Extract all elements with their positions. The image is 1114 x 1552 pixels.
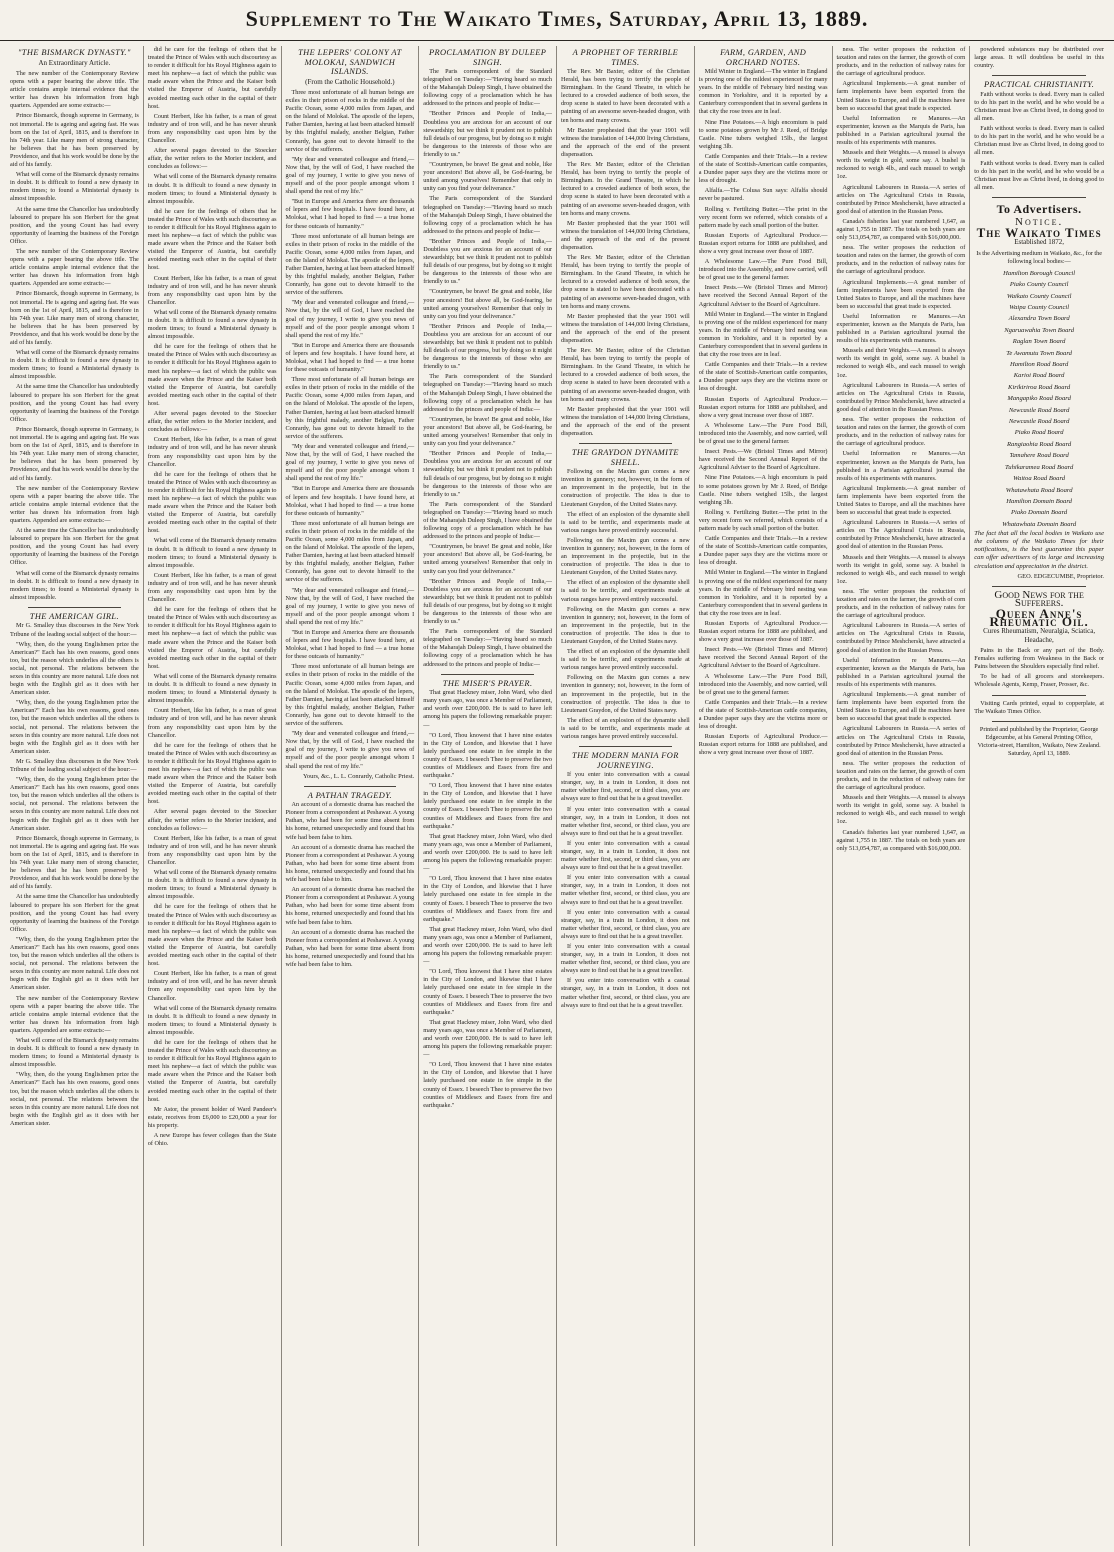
article-paragraph: If you enter into conversation with a casual stranger, say, in a train in London, it does not matter whether first, second, or third class, you are always sure to find out that he is a great traveller. <box>561 943 690 975</box>
divider <box>992 197 1086 198</box>
article-paragraph: "My dear and venerated colleague and friend,—Now that, by the will of God, I have reached the goal of my journey, I write to give you news of myself and of the poor people amongst whom I shall spend the rest of my life." <box>285 155 415 196</box>
article-paragraph: A Wholesome Law.—The Pure Food Bill, introduced into the Assembly, and now carried, will be of great use to the general farmer. <box>698 672 828 696</box>
article-paragraph: What will come of the Bismarck dynasty remains in doubt. It is difficult to found a new dynasty in modern times; to found a Ministerial dynasty is almost impossible. <box>147 173 277 205</box>
article-paragraph: Agricultural Labourers in Russia.—A series of articles on The Agricultural Crisis in Russia, contributed by Prince Meshcherski, have attracted a good deal of attention in the Russian Press. <box>836 519 966 551</box>
article-paragraph: Count Herbert, like his father, is a man of great industry and of iron will, and he has never shrunk from any responsibility cast upon him by the Chancellor. <box>147 571 277 604</box>
article-paragraph: "Countrymen, be brave! Be great and noble, like your ancestors! But above all, be God-fearing, be united among yourselves! Remember that only in unity can you find your deliverance." <box>423 161 552 193</box>
article-paragraph: Canada's fisheries last year numbered 1,647, as against 1,755 in 1887. The totals on both years are only 513,054,787, as compared with $16,000,000. <box>836 828 966 852</box>
local-body-item: Newcastle Road Board <box>1008 406 1070 414</box>
local-body-item: Karioi Road Board <box>1013 372 1065 380</box>
ad-text: Is the Advertising medium in Waikato, &c., for the following local bodies:— <box>976 249 1102 265</box>
columns <box>6 46 1108 1546</box>
article-paragraph: did he care for the feelings of others that he treated the Prince of Wales with such discourtesy as to render it difficult for his Royal Highness again to meet his nephew—a fact of which the public was made aware when the Prince and the Kaiser both visited the Emperor of Austria, but carefully avoided meeting each other in the capital of their host. <box>147 741 277 806</box>
local-body-item: Waipa County Council <box>1009 304 1070 311</box>
article-paragraph: Rolling v. Fertilizing Butter.—The print in the very recent form we referred, which consists of a pattern made by each small portion of the butter. <box>698 205 828 229</box>
divider <box>28 607 121 608</box>
article-paragraph: After several pages devoted to the Stoecker affair, the writer refers to the Morier incident, and concludes as follows:— <box>147 410 277 434</box>
article-paragraph: What will come of the Bismarck dynasty remains in doubt. It is difficult to found a new dynasty in modern times; to found a Ministerial dynasty is almost impossible. <box>10 569 139 601</box>
article-paragraph: Useful Information re Manures.—An experimenter, known as the Marquis de Paris, has published in a Parisian agricultural journal the results of his experiments with manures. <box>836 312 966 345</box>
article-paragraph: "Brother Princes and People of India,—Doubtless you are anxious for an account of our stewardship; but we think it prudent not to publish full details of our progress, but by doing so it might be dangerous to the interests of those who are friendly to us." <box>423 450 552 498</box>
article-heading-farm: FARM, GARDEN, AND ORCHARD NOTES. <box>720 48 807 67</box>
local-body-item: Kirikiriroa Road Board <box>1008 383 1071 391</box>
article-paragraph: Faith without works is dead. Every man is called to do his part in the world, and he who would be a Christian must live as Christ lived, in doing good to all men. <box>974 125 1104 157</box>
article-paragraph: "O Lord, Thou knowest that I have nine estates in the City of London, and likewise that I have lately purchased one estate in fee simple in the county of Essex. I beseech Thee to preserve the two counties of Middlesex and Essex from fire and earthquake." <box>423 968 552 1016</box>
article-paragraph: Mr Baxter prophesied that the year 1901 will witness the translation of 144,000 living Christians, and the approach of the end of the present dispensation. <box>561 312 690 344</box>
local-body-item: Piako Domain Board <box>1011 509 1068 517</box>
article-paragraph: The effect of an explosion of the dynamite shell is said to be terrific, and experiments made at various ranges have proved entirely successful. <box>561 648 690 672</box>
article-paragraph: Rolling v. Fertilizing Butter.—The print in the very recent form we referred, which consists of a pattern made by each small portion of the butter. <box>698 508 828 532</box>
column-1 <box>6 46 144 1546</box>
divider <box>579 746 672 747</box>
article-paragraph: Prince Bismarck, though supreme in Germany, is not immortal. He is ageing and ageing fast. He was born on the 1st of April, 1815, and is therefore in his 74th year. Like many men of strong character, he believes that he has been preserved by Providence, and that his work would be done by the aid of his family. <box>10 425 139 482</box>
article-paragraph: Mr G. Smalley thus discourses in the New York Tribune of the leading social subject of the hour:— <box>10 622 139 638</box>
article-paragraph: Insect Pests.—We (Bristol Times and Mirror) have received the Second Annual Report of the Agricultural Adviser to the Board of Agriculture. <box>698 284 828 308</box>
article-paragraph: did he care for the feelings of others that he treated the Prince of Wales with such discourtesy as to render it difficult for his Royal Highness again to meet his nephew—a fact of which the public was made aware when the Prince and the Kaiser both visited the Emperor of Austria, but carefully avoided meeting each other in the capital of their host. <box>147 343 277 407</box>
article-paragraph: Count Herbert, like his father, is a man of great industry and of iron will, and he has never shrunk from any responsibility cast upon him by the Chancellor. <box>147 834 277 866</box>
article-paragraph: Mild Winter in England.—The winter in England is proving one of the mildest experienced for many years. In the middle of February bird nesting was common in Yorkshire, and it is reported by a Canterbury correspondent that in several gardens in that city the rose trees are in leaf. <box>698 569 828 617</box>
visiting-cards-ad: Visiting Cards printed, equal to copperplate, at The Waikato Times Office. <box>974 699 1104 715</box>
article-paragraph: Agricultural Implements.—A great number of farm implements have been exported from the United States to Europe, and all the machines have been so successful that great trade is expected. <box>836 484 966 517</box>
article-paragraph: The effect of an explosion of the dynamite shell is said to be terrific, and experiments made at various ranges have proved entirely successful. <box>561 510 690 534</box>
masthead <box>0 0 1114 41</box>
local-body-item: Tuhikaramea Road Board <box>1004 463 1074 471</box>
article-paragraph: Agricultural Implements.—A great number of farm implements have been exported from the United States to Europe, and all the machines have been so successful that great trade is expected. <box>836 80 966 112</box>
local-body-item: Whatawhata Road Board <box>1005 486 1073 494</box>
article-paragraph: The new number of the Contemporary Review opens with a paper bearing the above title. The article contains ample internal evidence that the writer has drawn his information from high quarters. Appended are some extracts:— <box>10 247 139 288</box>
page-title: Supplement to The Waikato Times, Saturday, April 13, 1889. <box>245 6 869 31</box>
notice-heading: Notice. <box>1015 215 1064 228</box>
divider <box>304 786 397 787</box>
article-paragraph: Russian Exports of Agricultural Produce.—Russian export returns for 1888 are published, and show a very great increase over those of 1887. <box>698 395 828 419</box>
article-paragraph: Faith without works is dead. Every man is called to do his part in the world, and he who would be a Christian must live as Christ lived, in doing good to all men. <box>974 159 1104 191</box>
article-paragraph: Following on the Maxim gun comes a new invention in gunnery; not, however, in the form of an improvement in the projectile, but in the construction of projectile. The idea is due to Lieutenant Graydon, of the United States navy. <box>561 468 690 508</box>
article-paragraph: Agricultural Implements.—A great number of farm implements have been exported from the United States to Europe, and all the machines have been so successful that great trade is expected. <box>836 691 966 723</box>
local-body-item: Waitoa Road Board <box>1013 475 1066 483</box>
article-paragraph: ness. The writer proposes the reduction of taxation and rates on the farmer, the growth of corn products, and in the reduction of railway rates for the carriage of agricultural produce. <box>836 46 966 78</box>
divider <box>992 75 1086 76</box>
article-paragraph: Cattle Companies and their Trials.—In a review of the state of Scottish-American cattle companies, a Dundee paper says they are the victims more or less of drought. <box>698 698 828 731</box>
article-paragraph: ness. The writer proposes the reduction of taxation and rates on the farmer, the growth of corn products, and in the reduction of railway rates for the carriage of agricultural produce. <box>836 244 966 276</box>
article-paragraph: If you enter into conversation with a casual stranger, say, in a train in London, it does not matter whether first, second, or third class, you are always sure to find out that he is a great traveller. <box>561 908 690 940</box>
article-paragraph: Prince Bismarck, though supreme in Germany, is not immortal. He is ageing and ageing fast. He was born on the 1st of April, 1815, and is therefore in his 74th year. Like many men of strong character, he believes that he has been preserved by Providence, and that his work would be done by the aid of his family. <box>10 112 139 169</box>
article-paragraph: At the same time the Chancellor has undoubtedly laboured to prepare his son Herbert for the great position, and the young Count has had every opportunity of learning the business of the Foreign Office. <box>10 383 139 423</box>
local-body-item: Waikato County Council <box>1006 292 1072 300</box>
article-paragraph: The effect of an explosion of the dynamite shell is said to be terrific, and experiments made at various ranges have proved entirely successful. <box>561 716 690 741</box>
article-paragraph: Agricultural Labourers in Russia.—A series of articles on The Agricultural Crisis in Russia, contributed by Prince Meshcherski, have attracted a good deal of attention in the Russian Press. <box>836 183 966 215</box>
article-paragraph: Nine Fine Potatoes.—A high encomium is paid to some potatoes grown by Mr J. Reed, of Bridge Castle. Nine tubers weighed 15lb., the largest weighing 3lb. <box>698 474 828 506</box>
article-paragraph: If you enter into conversation with a casual stranger, say, in a train in London, it does not matter whether first, second, or third class, you are always sure to find out that he is a great traveller. <box>561 874 690 906</box>
article-paragraph: "O Lord, Thou knowest that I have nine estates in the City of London, and likewise that I have lately purchased one estate in fee simple in the county of Essex. I beseech Thee to preserve the two counties of Middlesex and Essex from fire and earthquake." <box>423 1061 552 1109</box>
article-paragraph: "O Lord, Thou knowest that I have nine estates in the City of London, and likewise that I have lately purchased one estate in fee simple in the county of Essex. I beseech Thee to preserve the two counties of Middlesex and Essex from fire and earthquake." <box>423 875 552 923</box>
article-paragraph: What will come of the Bismarck dynasty remains in doubt. It is difficult to found a new dynasty in modern times; to found a Ministerial dynasty is almost impossible. <box>10 1037 139 1069</box>
article-paragraph: An account of a domestic drama has reached the Pioneer from a correspondent at Peshawar. A young Pathan, who had been for some time absent from his home, returned unexpectedly and found that his wife had been false to him. <box>285 843 415 884</box>
article-paragraph: Mussels and their Weights.—A mussel is always worth its weight in gold, some say. A bushel is reckoned to weigh 4lb., and each mussel to weigh 1oz. <box>836 149 966 181</box>
article-paragraph: "Brother Princes and People of India,—Doubtless you are anxious for an account of our stewardship; but we think it prudent not to publish full details of our progress, but by doing so it might be dangerous to the interests of those who are friendly to us." <box>423 322 552 371</box>
article-paragraph: Mussels and their Weights.—A mussel is always worth its weight in gold, some say. A bushel is reckoned to weigh 4lb., and each mussel to weigh 1oz. <box>836 794 966 826</box>
article-paragraph: "O Lord, Thou knowest that I have nine estates in the City of London, and likewise that I have lately purchased one estate in fee simple in the county of Essex. I beseech Thee to preserve the two counties of Middlesex and Essex from fire and earthquake." <box>423 782 552 830</box>
article-paragraph: What will come of the Bismarck dynasty remains in doubt. It is difficult to found a new dynasty in modern times; to found a Ministerial dynasty is almost impossible. <box>147 537 277 569</box>
article-paragraph: If you enter into conversation with a casual stranger, say, in a train in London, it does not matter whether first, second, or third class, you are always sure to find out that he is a great traveller. <box>561 805 690 837</box>
article-paragraph: If you enter into conversation with a casual stranger, say, in a train in London, it does not matter whether first, second, or third class, you are always sure to find out that he is a great traveller. <box>561 839 690 872</box>
article-paragraph: Useful Information re Manures.—An experimenter, known as the Marquis de Paris, has published in a Parisian agricultural journal the results of his experiments with manures. <box>836 114 966 147</box>
article-paragraph: At the same time the Chancellor has undoubtedly laboured to prepare his son Herbert for the great position, and the young Count has had every opportunity of learning the business of the Foreign Office. <box>10 893 139 933</box>
article-paragraph: did he care for the feelings of others that he treated the Prince of Wales with such discourtesy as to render it difficult for his Royal Highness again to meet his nephew—a fact of which the public was made aware when the Prince and the Kaiser both visited the Emperor of Austria, but carefully avoided meeting each other in the capital of their host. <box>147 207 277 272</box>
article-paragraph: The Paris correspondent of the Standard telegraphed on Tuesday:—"Having heard so much of the Maharajah Duleep Singh, I have obtained the following copy of a proclamation which he has addressed to the princes and people of India:— <box>423 373 552 413</box>
local-body-item: Te Awamutu Town Board <box>1006 349 1072 357</box>
article-paragraph: "My dear and venerated colleague and friend,—Now that, by the will of God, I have reached the goal of my journey, I write to give you news of myself and of the poor people amongst whom I shall spend the rest of my life." <box>285 586 415 626</box>
article-paragraph: Agricultural Implements.—A great number of farm implements have been exported from the United States to Europe, and all the machines have been so successful that great trade is expected. <box>836 278 966 310</box>
column-2 <box>144 46 282 1546</box>
article-paragraph: powdered substances may be distributed over large areas. It will doubtless be useful in this country. <box>974 46 1104 70</box>
article-paragraph: That great Hackney miser, John Ward, who died many years ago, was once a Member of Parliament, and worth over £200,000. He is said to have left among his papers the following remarkable prayer:— <box>423 832 552 873</box>
article-heading-miser: THE MISER'S PRAYER. <box>442 678 533 688</box>
local-body-item: Whatawhata Domain Board <box>1002 520 1077 528</box>
local-body-item: Piako Road Board <box>1014 429 1064 437</box>
article-subheading: An Extraordinary Article. <box>38 58 111 67</box>
ad2-text: Pains in the Back or any part of the Body. Females suffering from Weakness in the Back or Pains between the Shoulders especially find relief. <box>974 647 1104 671</box>
article-paragraph: The Paris correspondent of the Standard telegraphed on Tuesday:—"Having heard so much of the Maharajah Duleep Singh, I have obtained the following copy of a proclamation which he has addressed to the princes and people of India:— <box>423 68 552 108</box>
article-paragraph: did he care for the feelings of others that he treated the Prince of Wales with such discourtesy as to render it difficult for his Royal Highness again to meet his nephew—a fact of which the public was made aware when the Prince and the Kaiser both visited the Emperor of Austria, but carefully avoided meeting each other in the capital of their host. <box>147 903 277 968</box>
article-paragraph: An account of a domestic drama has reached the Pioneer from a correspondent at Peshawar. A young Pathan, who had been for some time absent from his home, returned unexpectedly and found that his wife had been false to him. <box>285 801 415 841</box>
column-6 <box>695 46 833 1546</box>
divider <box>441 674 534 675</box>
local-body-item: Alexandra Town Board <box>1008 315 1070 323</box>
article-heading-lepers: THE LEPERS' COLONY AT MOLOKAI, SANDWICH ISLANDS. <box>298 48 402 76</box>
article-source: (From the Catholic Household.) <box>305 77 395 86</box>
article-paragraph: "Countrymen, be brave! Be great and noble, like your ancestors! But above all, be God-fearing, be united among yourselves! Remember that only in unity can you find your deliverance." <box>423 288 552 320</box>
article-paragraph: Russian Exports of Agricultural Produce.—Russian export returns for 1888 are published, and show a very great increase over those of 1887. <box>698 231 828 255</box>
paper-name: The Waikato Times <box>976 225 1102 240</box>
article-paragraph: "O Lord, Thou knowest that I have nine estates in the City of London, and likewise that I have lately purchased one estate in fee simple in the county of Essex. I beseech Thee to preserve the two counties of Middlesex and Essex from fire and earthquake." <box>423 731 552 780</box>
article-paragraph: "But in Europe and America there are thousands of lepers and few hospitals. I have found here, at Molokai, what I had hoped to find — a true home for these outcasts of humanity." <box>285 341 415 374</box>
article-paragraph: Agricultural Labourers in Russia.—A series of articles on The Agricultural Crisis in Russia, contributed by Prince Meshcherski, have attracted a good deal of attention in the Russian Press. <box>836 725 966 757</box>
article-heading-pathan: A PATHAN TRAGEDY. <box>307 790 393 800</box>
article-paragraph: Mild Winter in England.—The winter in England is proving one of the mildest experienced for many years. In the middle of February bird nesting was common in Yorkshire, and it is reported by a Canterbury correspondent that in several gardens in that city the rose trees are in leaf. <box>698 68 828 116</box>
article-paragraph: A Wholesome Law.—The Pure Food Bill, introduced into the Assembly, and now carried, will be of great use to the general farmer. <box>698 258 828 282</box>
article-heading-american-girl: THE AMERICAN GIRL. <box>29 611 119 621</box>
article-paragraph: The new number of the Contemporary Review opens with a paper bearing the above title. The article contains ample internal evidence that the writer has drawn his information from high quarters. Appended are some extracts:— <box>10 994 139 1034</box>
article-paragraph: "Why, then, do the young Englishmen prize the American?" Each has his own reasons, good ones too, but the reason which underlies all the others is social, not personal. The relations between the sexes in this country are more natural. Life does not begin with the English girl as it does with her American sister. <box>10 776 139 832</box>
local-body-item: Tamahere Road Board <box>1009 452 1069 460</box>
article-paragraph: What will come of the Bismarck dynasty remains in doubt. It is difficult to found a new dynasty in modern times; to found a Ministerial dynasty is almost impossible. <box>147 869 277 901</box>
article-paragraph: ness. The writer proposes the reduction of taxation and rates on the farmer, the growth of corn products, and in the reduction of railway rates for the carriage of agricultural produce. <box>836 416 966 448</box>
article-heading-prophet: A PROPHET OF TERRIBLE TIMES. <box>572 48 679 67</box>
article-paragraph: Three most unfortunate of all human beings are exiles in their prison of rocks in the middle of the Pacific Ocean, some 4,000 miles from Japan, and on the Island of Molokai. The apostle of the lepers, Father Damien, having at last been attacked himself by this frightful malady, another Belgian, Father Conrardy, has gone out to devote himself to the service of the sufferers. <box>285 376 415 440</box>
imprint: Printed and published by the Proprietor, George Edgecumbe, at his General Printing Office, Victoria-street, Hamilton, Waikato, New Zealand. Saturday, April 13, 1889. <box>977 725 1101 757</box>
article-paragraph: After several pages devoted to the Stoecker affair, the writer refers to the Morier incident, and concludes as follows:— <box>147 147 277 171</box>
column-4 <box>419 46 557 1546</box>
article-paragraph: What will come of the Bismarck dynasty remains in doubt. It is difficult to found a new dynasty in modern times; to found a Ministerial dynasty is almost impossible. <box>10 349 139 381</box>
article-paragraph: "Brother Princes and People of India,—Doubtless you are anxious for an account of our stewardship; but we think it prudent not to publish full details of our progress, but by doing so it might be dangerous to the interests of those who are friendly to us." <box>423 577 552 626</box>
article-paragraph: Count Herbert, like his father, is a man of great industry and of iron will, and he has never shrunk from any responsibility cast upon him by the Chancellor. <box>147 274 277 306</box>
article-paragraph: Mussels and their Weights.—A mussel is always worth its weight in gold, some say. A bushel is reckoned to weigh 4lb., and each mussel to weigh 1oz. <box>836 553 966 585</box>
article-paragraph: "Countrymen, be brave! Be great and noble, like your ancestors! But above all, be God-fearing, be united among yourselves! Remember that only in unity can you find your deliverance." <box>423 415 552 448</box>
article-paragraph: Agricultural Labourers in Russia.—A series of articles on The Agricultural Crisis in Russia, contributed by Prince Meshcherski, have attracted a good deal of attention in the Russian Press. <box>836 622 966 654</box>
local-body-item: Ngaruawahia Town Board <box>1004 326 1075 334</box>
article-paragraph: If you enter into conversation with a casual stranger, say, in a train in London, it does not matter whether first, second, or third class, you are always sure to find out that he is a great traveller. <box>561 977 690 1009</box>
article-paragraph: Count Herbert, like his father, is a man of great industry and of iron will, and he has never shrunk from any responsibility cast upon him by the Chancellor. <box>147 970 277 1002</box>
article-paragraph: The new number of the Contemporary Review opens with a paper bearing the above title. The article contains ample internal evidence that the writer has drawn his information from high quarters. Appended are some extracts:— <box>10 70 139 110</box>
article-paragraph: Three most unfortunate of all human beings are exiles in their prison of rocks in the middle of the Pacific Ocean, some 4,000 miles from Japan, and on the Island of Molokai. The apostle of the lepers, Father Damien, having at last been attacked himself by this frightful malady, another Belgian, Father Conrardy, has gone out to devote himself to the service of the sufferers. <box>285 232 415 297</box>
article-paragraph: ness. The writer proposes the reduction of taxation and rates on the farmer, the growth of corn products, and in the reduction of railway rates for the carriage of agricultural produce. <box>836 587 966 620</box>
article-paragraph: Following on the Maxim gun comes a new invention in gunnery; not, however, in the form of an improvement in the projectile, but in the construction of projectile. The idea is due to Lieutenant Graydon, of the United States navy. <box>561 605 690 645</box>
article-paragraph: The Rev. Mr Baxter, editor of the Christian Herald, has been trying to terrify the people of Birmingham. In the Grand Theatre, in which he lectured to a crowded audience of both sexes, the drop scene is stated to have been decorated with a painting of an awesome seven-headed dragon, with ten horns and many crowns. <box>561 68 690 124</box>
article-paragraph: Cattle Companies and their Trials.—In a review of the state of Scottish-American cattle companies, a Dundee paper says they are the victims more or less of drought. <box>698 152 828 185</box>
article-paragraph: "Countrymen, be brave! Be great and noble, like your ancestors! But above all, be God-fearing, be united among yourselves! Remember that only in unity can you find your deliverance." <box>423 543 552 575</box>
article-heading-christianity: PRACTICAL CHRISTIANITY. <box>984 80 1095 90</box>
ad2-heading: Good News for the Sufferers. <box>994 588 1084 609</box>
bold-note: The fact that all the local bodies in Waikato use the columns of the Waikato Times for their notifications, is the best guarantee this paper can offer advertisers of its large and increasing circulation and appreciation in the district. <box>974 530 1104 570</box>
article-paragraph: Following on the Maxim gun comes a new invention in gunnery; not, however, in the form of an improvement in the projectile, but in the construction of projectile. The idea is due to Lieutenant Graydon, of the United States navy. <box>561 536 690 577</box>
article-paragraph: That great Hackney miser, John Ward, who died many years ago, was once a Member of Parliament, and worth over £200,000. He is said to have left among his papers the following remarkable prayer:— <box>423 1018 552 1059</box>
article-paragraph: "Why, then, do the young Englishmen prize the American?" Each has his own reasons, good ones too, but the reason which underlies all the others is social, not personal. The relations between the sexes in this country are more natural. Life does not begin with the English girl as it does with her American sister. <box>10 935 139 992</box>
article-heading-graydon: THE GRAYDON DYNAMITE SHELL. <box>571 448 679 467</box>
article-paragraph: An account of a domestic drama has reached the Pioneer from a correspondent at Peshawar. A young Pathan, who had been for some time absent from his home, returned unexpectedly and found that his wife had been false to him. <box>285 886 415 926</box>
article-paragraph: ness. The writer proposes the reduction of taxation and rates on the farmer, the growth of corn products, and in the reduction of railway rates for the carriage of agricultural produce. <box>836 759 966 792</box>
article-paragraph: Alfalfa.—The Colusa Sun says: Alfalfa should never be pastured. <box>698 187 828 203</box>
divider <box>992 721 1086 722</box>
article-paragraph: Mussels and their Weights.—A mussel is always worth its weight in gold, some say. A bushel is reckoned to weigh 4lb., and each mussel to weigh 1oz. <box>836 347 966 379</box>
article-paragraph: Count Herbert, like his father, is a man of great industry and of iron will, and he has never shrunk from any responsibility cast upon him by the Chancellor. <box>147 436 277 468</box>
article-paragraph: Faith without works is dead. Every man is called to do his part in the world, and he who would be a Christian must live as Christ lived, in doing good to all men. <box>974 90 1104 123</box>
article-paragraph: "Why, then, do the young Englishmen prize the American?" Each has his own reasons, good ones too, but the reason which underlies all the others is social, not personal. The relations between the sexes in this country are more natural. Life does not begin with the English girl as it does with her American sister. <box>10 699 139 755</box>
local-body-item: Raglan Town Board <box>1012 338 1066 346</box>
column-3 <box>282 46 420 1546</box>
article-paragraph: What will come of the Bismarck dynasty remains in doubt. It is difficult to found a new dynasty in modern times; to found a Ministerial dynasty is almost impossible. <box>147 308 277 341</box>
publisher-signature: GEO. EDGECUMBE, Proprietor. <box>1017 572 1104 580</box>
article-paragraph: did he care for the feelings of others that he treated the Prince of Wales with such discourtesy as to render it difficult for his Royal Highness again to meet his nephew—a fact of which the public was made aware when the Prince and the Kaiser both visited the Emperor of Austria, but carefully avoided meeting each other in the capital of their host. <box>147 1038 277 1103</box>
local-body-item: Hamilton Domain Board <box>1006 497 1072 505</box>
article-paragraph: Insect Pests.—We (Bristol Times and Mirror) have received the Second Annual Report of the Agricultural Adviser to the Board of Agriculture. <box>698 448 828 472</box>
article-paragraph: "Why, then, do the young Englishmen prize the American?" Each has his own reasons, good ones too, but the reason which underlies all the others is social, not personal. The relations between the sexes in this country are more natural. Life does not begin with the English girl as it does with her American sister. <box>10 1071 139 1127</box>
article-paragraph: Mr G. Smalley thus discourses in the New York Tribune of the leading social subject of the hour:— <box>10 757 139 773</box>
column-5 <box>557 46 695 1546</box>
article-paragraph: Nine Fine Potatoes.—A high encomium is paid to some potatoes grown by Mr J. Reed, of Bridge Castle. Nine tubers weighed 15lb., the largest weighing 3lb. <box>698 118 828 150</box>
article-paragraph: Useful Information re Manures.—An experimenter, known as the Marquis de Paris, has published in a Parisian agricultural journal the results of his experiments with manures. <box>836 450 966 482</box>
article-paragraph: did he care for the feelings of others that he treated the Prince of Wales with such discourtesy as to render it difficult for his Royal Highness again to meet his nephew—a fact of which the public was made aware when the Prince and the Kaiser both visited the Emperor of Austria, but carefully avoided meeting each other in the capital of their host. <box>147 46 277 110</box>
article-signature: Yours, &c., L. L. Conrardy, Catholic Priest. <box>302 772 415 780</box>
column-8 <box>970 46 1108 1546</box>
article-paragraph: Insect Pests.—We (Bristol Times and Mirror) have received the Second Annual Report of the Agricultural Adviser to the Board of Agriculture. <box>698 646 828 670</box>
article-paragraph: "Brother Princes and People of India,—Doubtless you are anxious for an account of our stewardship; but we think it prudent not to publish full details of our progress, but by doing so it might be dangerous to the interests of those who are friendly to us." <box>423 110 552 158</box>
article-paragraph: What will come of the Bismarck dynasty remains in doubt. It is difficult to found a new dynasty in modern times; to found a Ministerial dynasty is almost impossible. <box>10 171 139 203</box>
established-date: Established 1872, <box>1014 238 1065 247</box>
article-paragraph: Mr Baxter prophesied that the year 1901 will witness the translation of 144,000 living Christians, and the approach of the end of the present dispensation. <box>561 219 690 251</box>
local-body-item: Newcastle Road Board <box>1008 418 1070 426</box>
article-paragraph: Useful Information re Manures.—An experimenter, known as the Marquis de Paris, has published in a Parisian agricultural journal the results of his experiments with manures. <box>836 656 966 688</box>
local-body-item: Mangapiko Road Board <box>1007 395 1071 403</box>
article-paragraph: At the same time the Chancellor has undoubtedly laboured to prepare his son Herbert for the great position, and the young Count has had every opportunity of learning the business of the Foreign Office. <box>10 205 139 245</box>
article-paragraph: "Why, then, do the young Englishmen prize the American?" Each has his own reasons, good ones too, but the reason which underlies all the others is social, not personal. The relations between the sexes in this country are more natural. Life does not begin with the English girl as it does with her American sister. <box>10 640 139 697</box>
article-paragraph: What will come of the Bismarck dynasty remains in doubt. It is difficult to found a new dynasty in modern times; to found a Ministerial dynasty is almost impossible. <box>147 1004 277 1036</box>
article-paragraph: "My dear and venerated colleague and friend,—Now that, by the will of God, I have reached the goal of my journey, I write to give you news of myself and of the poor people amongst whom I shall spend the rest of my life." <box>285 299 415 339</box>
local-body-item: Hamilton Road Board <box>1009 361 1069 369</box>
article-paragraph: did he care for the feelings of others that he treated the Prince of Wales with such discourtesy as to render it difficult for his Royal Highness again to meet his nephew—a fact of which the public was made aware when the Prince and the Kaiser both visited the Emperor of Austria, but carefully avoided meeting each other in the capital of their host. <box>147 606 277 670</box>
article-paragraph: Agricultural Labourers in Russia.—A series of articles on The Agricultural Crisis in Russia, contributed by Prince Meshcherski, have attracted a good deal of attention in the Russian Press. <box>836 381 966 413</box>
article-heading-proclamation: PROCLAMATION BY DULEEP SINGH. <box>428 48 547 67</box>
article-paragraph: What will come of the Bismarck dynasty remains in doubt. It is difficult to found a new dynasty in modern times; to found a Ministerial dynasty is almost impossible. <box>147 672 277 705</box>
article-paragraph: Cattle Companies and their Trials.—In a review of the state of Scottish-American cattle companies, a Dundee paper says they are the victims more or less of drought. <box>698 361 828 393</box>
article-paragraph: Prince Bismarck, though supreme in Germany, is not immortal. He is ageing and ageing fast. He was born on the 1st of April, 1815, and is therefore in his 74th year. Like many men of strong character, he believes that he has been preserved by Providence, and that his work would be done by the aid of his family. <box>10 290 139 346</box>
divider <box>992 586 1086 587</box>
article-paragraph: The Rev. Mr Baxter, editor of the Christian Herald, has been trying to terrify the people of Birmingham. In the Grand Theatre, in which he lectured to a crowded audience of both sexes, the drop scene is stated to have been decorated with a painting of an awesome seven-headed dragon, with ten horns and many crowns. <box>561 347 690 403</box>
column-7 <box>833 46 971 1546</box>
article-paragraph: Mr Baxter prophesied that the year 1901 will witness the translation of 144,000 living Christians, and the approach of the end of the present dispensation. <box>561 405 690 438</box>
article-paragraph: That great Hackney miser, John Ward, who died many years ago, was once a Member of Parliament, and worth over £200,000. He is said to have left among his papers the following remarkable prayer:— <box>423 689 552 729</box>
article-paragraph: "My dear and venerated colleague and friend,—Now that, by the will of God, I have reached the goal of my journey, I write to give you news of myself and of the poor people amongst whom I shall spend the rest of my life." <box>285 442 415 483</box>
ad2-footer: To be had of all grocers and storekeepers. Wholesale Agents, Kemp, Fraser, Prosser, &c. <box>974 673 1104 689</box>
article-paragraph: A Wholesome Law.—The Pure Food Bill, introduced into the Assembly, and now carried, will be of great use to the general farmer. <box>698 421 828 446</box>
article-paragraph: The Rev. Mr Baxter, editor of the Christian Herald, has been trying to terrify the people of Birmingham. In the Grand Theatre, in which he lectured to a crowded audience of both sexes, the drop scene is stated to have been decorated with a painting of an awesome seven-headed dragon, with ten horns and many crowns. <box>561 254 690 310</box>
article-paragraph: If you enter into conversation with a casual stranger, say, in a train in London, it does not matter whether first, second, or third class, you are always sure to find out that he is a great traveller. <box>561 771 690 803</box>
divider <box>579 443 672 444</box>
article-paragraph: The effect of an explosion of the dynamite shell is said to be terrific, and experiments made at various ranges have proved entirely successful. <box>561 579 690 603</box>
article-paragraph: Three most unfortunate of all human beings are exiles in their prison of rocks in the middle of the Pacific Ocean, some 4,000 miles from Japan, and on the Island of Molokai. The apostle of the lepers, Father Damien, having at last been attacked himself by this frightful malady, another Belgian, Father Conrardy, has gone out to devote himself to the service of the sufferers. <box>285 519 415 584</box>
advertisers-heading: To Advertisers. <box>996 201 1082 216</box>
article-paragraph: "My dear and venerated colleague and friend,—Now that, by the will of God, I have reached the goal of my journey, I write to give you news of myself and of the poor people amongst whom I shall spend the rest of my life." <box>285 730 415 770</box>
article-paragraph: Russian Exports of Agricultural Produce.—Russian export returns for 1888 are published, and show a very great increase over those of 1887. <box>698 620 828 644</box>
article-paragraph: did he care for the feelings of others that he treated the Prince of Wales with such discourtesy as to render it difficult for his Royal Highness again to meet his nephew—a fact of which the public was made aware when the Prince and the Kaiser both visited the Emperor of Austria, but carefully avoided meeting each other in the capital of their host. <box>147 470 277 535</box>
article-paragraph: Prince Bismarck, though supreme in Germany, is not immortal. He is ageing and ageing fast. He was born on the 1st of April, 1815, and is therefore in his 74th year. Like many men of strong character, he believes that he has been preserved by Providence, and that his work would be done by the aid of his family. <box>10 834 139 891</box>
ad2-sub: Cures Rheumatism, Neuralgia, Sciatica, Headache, <box>983 627 1096 644</box>
article-heading-modern-mania: THE MODERN MANIA FOR JOURNEYING. <box>572 751 679 770</box>
local-body-item: Rangiaohia Road Board <box>1007 440 1072 448</box>
article-paragraph: Mr Astor, the present holder of Ward Pandeer's estate, receives from £6,000 to £20,000 a year for his property. <box>147 1105 277 1129</box>
local-bodies-list <box>974 268 1104 530</box>
article-paragraph: Cattle Companies and their Trials.—In a review of the state of Scottish-American cattle companies, a Dundee paper says they are the victims more or less of drought. <box>698 535 828 567</box>
local-body-item: Piako County Council <box>1009 281 1069 289</box>
article-paragraph: Three most unfortunate of all human beings are exiles in their prison of rocks in the middle of the Pacific Ocean, some 4,000 miles from Japan, and on the Island of Molokai. The apostle of the lepers, Father Damien, having at last been attacked himself by this frightful malady, another Belgian, Father Conrardy, has gone out to devote himself to the service of the sufferers. <box>285 663 415 728</box>
article-paragraph: An account of a domestic drama has reached the Pioneer from a correspondent at Peshawar. A young Pathan, who had been for some time absent from his home, returned unexpectedly and found that his wife had been false to him. <box>285 928 415 968</box>
local-body-item: Hamilton Borough Council <box>1003 269 1076 277</box>
article-paragraph: Mild Winter in England.—The winter in England is proving one of the mildest experienced for many years. In the middle of February bird nesting was common in Yorkshire, and it is reported by a Canterbury correspondent that in several gardens in that city the rose trees are in leaf. <box>698 310 828 359</box>
article-heading-bismarck: "THE BISMARCK DYNASTY." <box>17 48 131 57</box>
article-paragraph: Three most unfortunate of all human beings are exiles in their prison of rocks in the middle of the Pacific Ocean, some 4,000 miles from Japan, and on the Island of Molokai. The apostle of the lepers, Father Damien, having at last been attacked himself by this frightful malady, another Belgian, Father Conrardy, has gone out to devote himself to the service of the sufferers. <box>285 89 415 153</box>
divider <box>992 695 1086 696</box>
article-paragraph: At the same time the Chancellor has undoubtedly laboured to prepare his son Herbert for the great position, and the young Count has had every opportunity of learning the business of the Foreign Office. <box>10 527 139 567</box>
article-paragraph: The Paris correspondent of the Standard telegraphed on Tuesday:—"Having heard so much of the Maharajah Duleep Singh, I have obtained the following copy of a proclamation which he has addressed to the princes and people of India:— <box>423 628 552 668</box>
article-paragraph: Canada's fisheries last year numbered 1,647, as against 1,755 in 1887. The totals on both years are only 513,054,787, as compared with $16,000,000. <box>836 217 966 242</box>
ad2-title: Queen Anne's Rheumatic Oil. <box>989 605 1089 629</box>
article-paragraph: Russian Exports of Agricultural Produce.—Russian export returns for 1888 are published, and show a very great increase over those of 1887. <box>698 733 828 757</box>
article-paragraph: "But in Europe and America there are thousands of lepers and few hospitals. I have found here, at Molokai, what I had hoped to find — a true home for these outcasts of humanity." <box>285 629 415 661</box>
article-paragraph: That great Hackney miser, John Ward, who died many years ago, was once a Member of Parliament, and worth over £200,000. He is said to have left among his papers the following remarkable prayer:— <box>423 925 552 966</box>
article-paragraph: The new number of the Contemporary Review opens with a paper bearing the above title. The article contains ample internal evidence that the writer has drawn his information from high quarters. Appended are some extracts:— <box>10 484 139 524</box>
article-paragraph: Mr Baxter prophesied that the year 1901 will witness the translation of 144,000 living Christians, and the approach of the end of the present dispensation. <box>561 126 690 158</box>
article-paragraph: "Brother Princes and People of India,—Doubtless you are anxious for an account of our stewardship; but we think it prudent not to publish full details of our progress, but by doing so it might be dangerous to the interests of those who are friendly to us." <box>423 237 552 286</box>
article-paragraph: Count Herbert, like his father, is a man of great industry and of iron will, and he has never shrunk from any responsibility cast upon him by the Chancellor. <box>147 112 277 145</box>
article-paragraph: After several pages devoted to the Stoecker affair, the writer refers to the Morier incident, and concludes as follows:— <box>147 808 277 832</box>
article-paragraph: Count Herbert, like his father, is a man of great industry and of iron will, and he has never shrunk from any responsibility cast upon him by the Chancellor. <box>147 707 277 739</box>
article-paragraph: The Paris correspondent of the Standard telegraphed on Tuesday:—"Having heard so much of the Maharajah Duleep Singh, I have obtained the following copy of a proclamation which he has addressed to the princes and people of India:— <box>423 500 552 541</box>
article-paragraph: The Paris correspondent of the Standard telegraphed on Tuesday:—"Having heard so much of the Maharajah Duleep Singh, I have obtained the following copy of a proclamation which he has addressed to the princes and people of India:— <box>423 195 552 235</box>
article-paragraph: The Rev. Mr Baxter, editor of the Christian Herald, has been trying to terrify the people of Birmingham. In the Grand Theatre, in which he lectured to a crowded audience of both sexes, the drop scene is stated to have been decorated with a painting of an awesome seven-headed dragon, with ten horns and many crowns. <box>561 161 690 217</box>
article-paragraph: "But in Europe and America there are thousands of lepers and few hospitals. I have found here, at Molokai, what I had hoped to find — a true home for these outcasts of humanity." <box>285 198 415 230</box>
article-paragraph: Following on the Maxim gun comes a new invention in gunnery; not, however, in the form of an improvement in the projectile, but in the construction of projectile. The idea is due to Lieutenant Graydon, of the United States navy. <box>561 674 690 714</box>
article-paragraph: A new Europe has fewer colleges than the State of Ohio. <box>147 1132 277 1148</box>
article-paragraph: "But in Europe and America there are thousands of lepers and few hospitals. I have found here, at Molokai, what I had hoped to find — a true home for these outcasts of humanity." <box>285 485 415 517</box>
